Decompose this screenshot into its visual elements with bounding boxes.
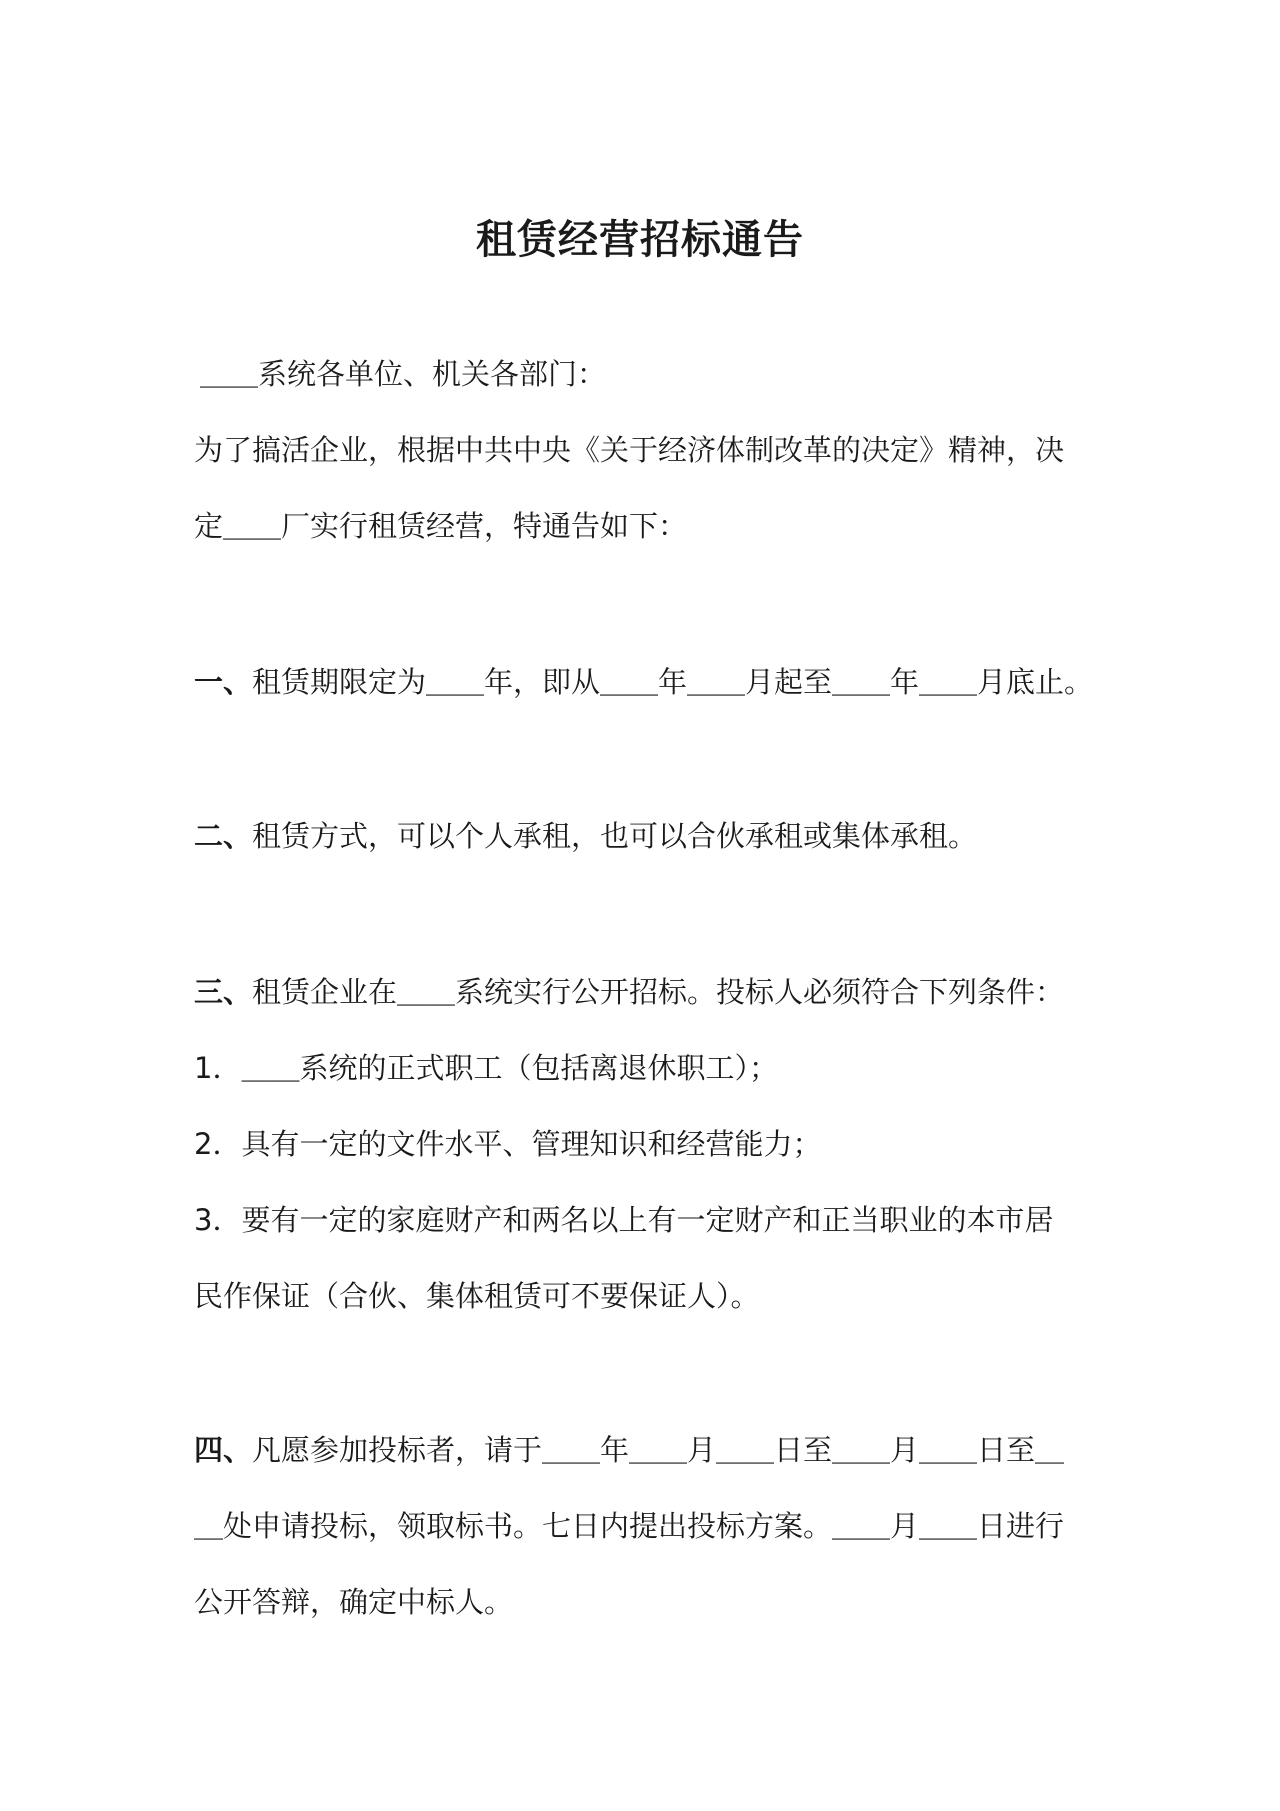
section-4-text: 凡愿参加投标者，请于＿＿年＿＿月＿＿日至＿＿月＿＿日至＿	[252, 1433, 1065, 1467]
intro-line-1: 为了搞活企业，根据中共中央《关于经济体制改革的决定》精神，决	[194, 433, 1065, 467]
salutation: ＿＿系统各单位、机关各部门：	[200, 357, 607, 391]
section-3-number: 三、	[194, 975, 253, 1009]
section-1	[194, 662, 1094, 702]
section-3-item-2: 2．具有一定的文件水平、管理知识和经营能力；	[194, 1127, 822, 1161]
section-3-item-3: 3．要有一定的家庭财产和两名以上有一定财产和正当职业的本市居	[194, 1203, 1054, 1237]
section-2	[194, 816, 1094, 856]
section-4-line-2: ＿处申请投标，领取标书。七日内提出投标方案。＿＿月＿＿日进行	[194, 1509, 1065, 1543]
document-title: 租赁经营招标通告	[476, 217, 804, 263]
section-3-item-1: 1．＿＿系统的正式职工（包括离退休职工）；	[194, 1051, 778, 1085]
section-1-number: 一、	[194, 665, 253, 699]
section-4	[194, 1430, 1094, 1470]
section-4-number: 四、	[194, 1433, 253, 1467]
section-3	[194, 972, 1094, 1012]
intro-line-2: 定＿＿厂实行租赁经营，特通告如下：	[194, 509, 688, 543]
section-3-text: 租赁企业在＿＿系统实行公开招标。投标人必须符合下列条件：	[252, 975, 1065, 1009]
section-2-number: 二、	[194, 819, 253, 853]
section-3-item-3-continued: 民作保证（合伙、集体租赁可不要保证人）。	[194, 1279, 760, 1313]
section-1-text: 租赁期限定为＿＿年，即从＿＿年＿＿月起至＿＿年＿＿月底止。	[252, 665, 1094, 699]
section-4-line-3: 公开答辩，确定中标人。	[194, 1585, 514, 1619]
section-2-text: 租赁方式，可以个人承租，也可以合伙承租或集体承租。	[252, 819, 978, 853]
